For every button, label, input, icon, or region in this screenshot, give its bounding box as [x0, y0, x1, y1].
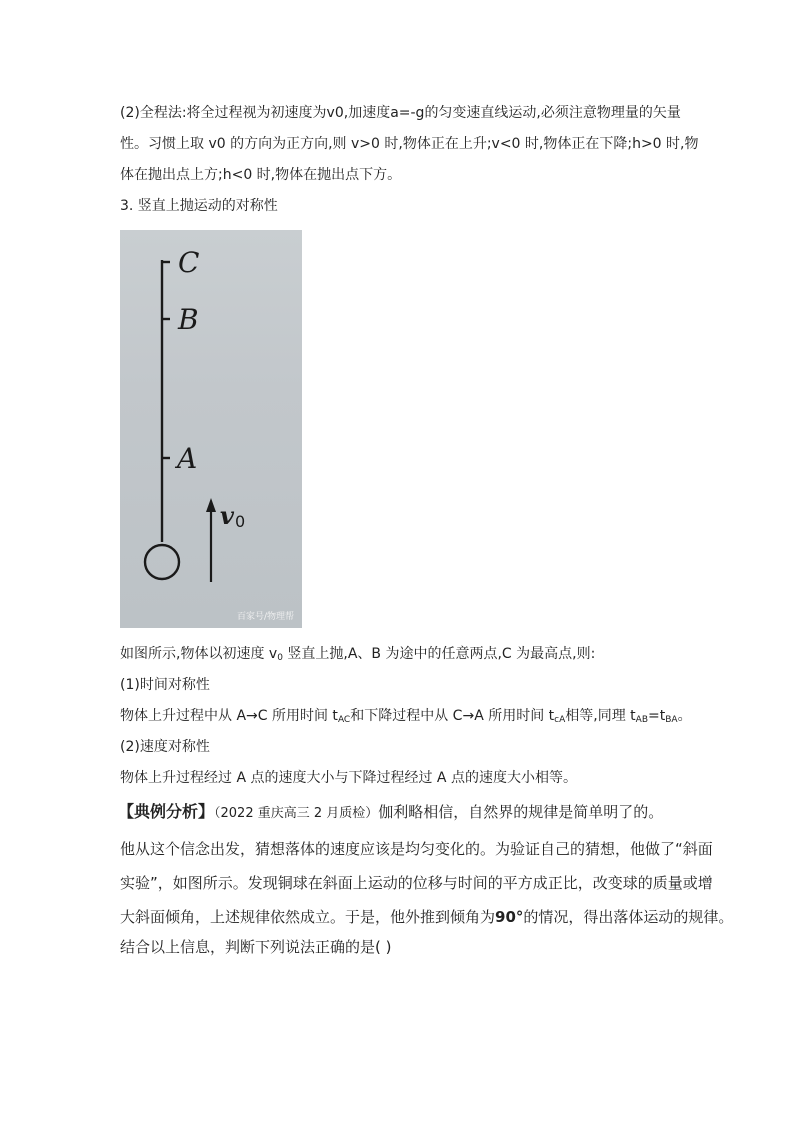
ball — [145, 545, 179, 579]
example-source: （2022 重庆高三 2 月质检） — [214, 806, 379, 821]
label-v: v — [220, 501, 234, 530]
label-b: B — [178, 303, 199, 336]
time-symmetry-title: (1)时间对称性 — [120, 677, 210, 693]
time-symmetry-text: 物体上升过程中从 A→C 所用时间 $t_{AC}$和下降过程中从 C→A 所用时间 $t_{cA}$相等,同理 $t_{AB}=t_{BA}$。 — [120, 708, 692, 725]
figure-drawing — [120, 230, 302, 628]
label-v-sub: 0 — [235, 512, 246, 531]
speed-symmetry-title: (2)速度对称性 — [120, 739, 210, 755]
paragraph-line: 体在抛出点上方;h<0 时,物体在抛出点下方。 — [120, 167, 402, 183]
example-line: 大斜面倾角，上述规律依然成立。于是，他外推到倾角为90°的情况，得出落体运动的规律。 — [120, 908, 734, 926]
section-title: 3. 竖直上抛运动的对称性 — [120, 198, 278, 214]
velocity-arrowhead — [206, 498, 216, 512]
label-a: A — [177, 442, 198, 475]
symmetry-figure — [120, 230, 302, 628]
speed-symmetry-text: 物体上升过程经过 A 点的速度大小与下降过程经过 A 点的速度大小相等。 — [120, 770, 577, 786]
paragraph-line: 性。习惯上取 v0 的方向为正方向,则 v>0 时,物体正在上升;v<0 时,物体正在下降;h>0 时,物 — [120, 136, 699, 152]
label-c: C — [178, 246, 200, 279]
example-question: 结合以上信息，判断下列说法正确的是( ) — [120, 938, 392, 956]
watermark: 百家号/物理帮 — [236, 612, 294, 622]
example-tag: 【典例分析】 — [118, 802, 215, 821]
example-heading: 【典例分析】（2022 重庆高三 2 月质检）伽利略相信，自然界的规律是简单明了的。 — [118, 802, 664, 821]
example-line: 实验”，如图所示。发现铜球在斜面上运动的位移与时间的平方成正比，改变球的质量或增 — [120, 874, 713, 892]
paragraph-line: (2)全程法:将全过程视为初速度为v0,加速度a=-g的匀变速直线运动,必须注意物理量的矢量 — [120, 105, 681, 121]
figure-description: 如图所示,物体以初速度 $v_0$ 竖直上抛,A、B 为途中的任意两点,C 为最高点,则: — [120, 646, 596, 663]
example-line: 他从这个信念出发，猜想落体的速度应该是均匀变化的。为验证自己的猜想，他做了“斜面 — [120, 840, 713, 858]
